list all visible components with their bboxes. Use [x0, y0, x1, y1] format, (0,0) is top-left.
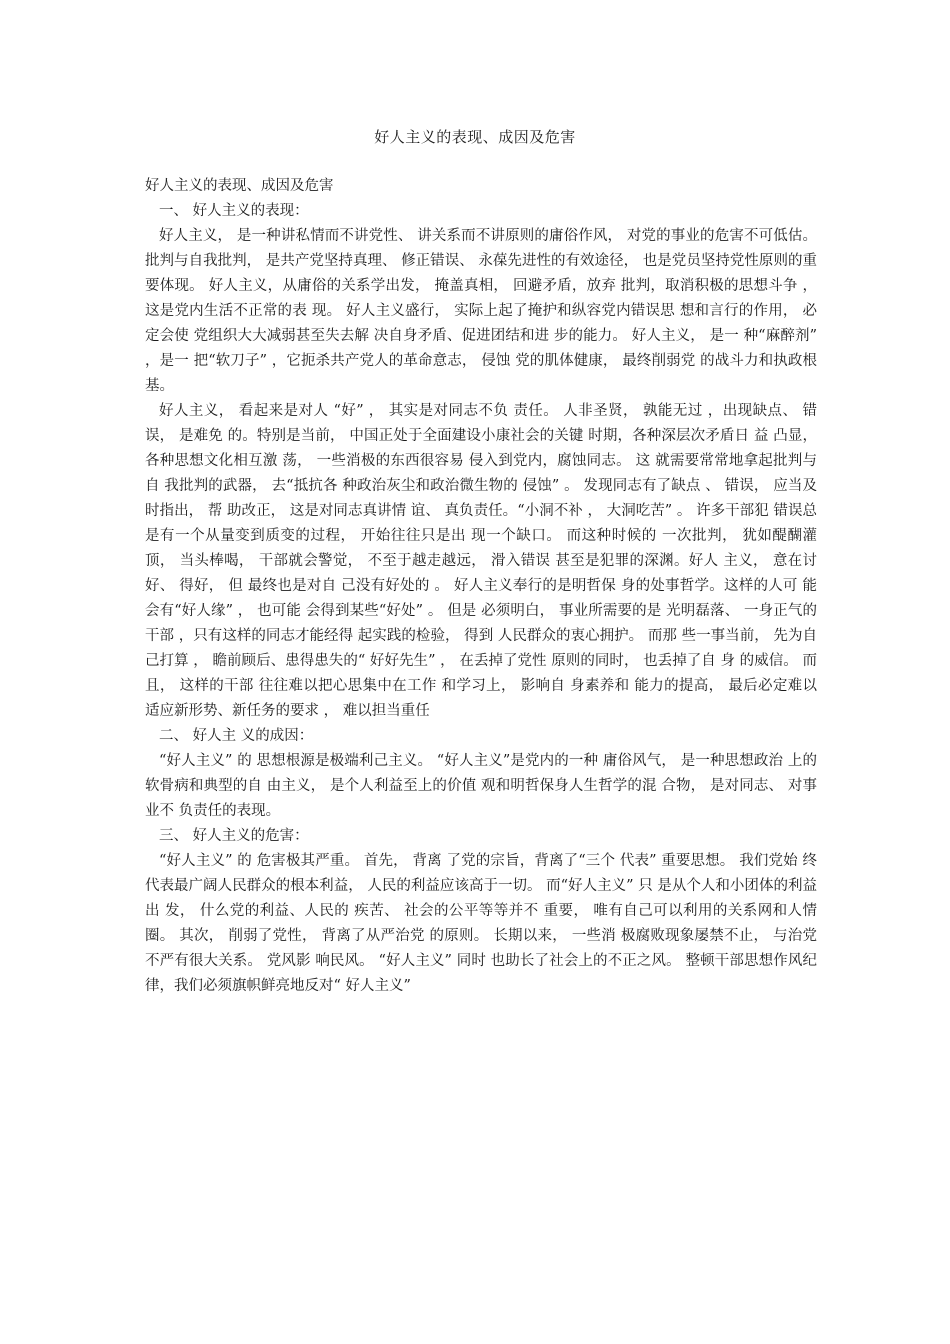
document-body	[145, 174, 817, 999]
paragraph-causes: “好人主义” 的 思想根源是极端利己主义。 “好人主义”是党内的一种 庸俗风气， 是一种思想政治 上的软骨病和典型的自 由主义， 是个人利益至上的价值 观和明哲保身人生哲学的混 合物， 是对同志、 对事业不 负责任的表现。	[145, 753, 817, 819]
section-heading-causes: 二、 好人主 义的成因：	[159, 728, 314, 744]
paragraph-manifestations-2: 好人主义， 看起来是对人 “好” ， 其实是对同志不负 责任。 人非圣贤， 孰能无过 ，出现缺点、 错误， 是难免 的。特别是当前， 中国正处于全面建设小康社会的关键 时期，各种深层次矛盾日 益 凸显， 各种思想文化相互激 荡， 一些消极的东西很容易 侵入到党内，腐蚀同志。 这 就需要常常地拿起批判与自 我批判的武器， 去“抵抗各 种政治灰尘和政治微生物的 侵蚀” 。 发现同志有了缺点 、 错误， 应当及时指出， 帮 助改正， 这是对同志真讲情 谊、 真负责任。“小洞不补 ， 大洞吃苦” 。 许多干部犯 错误总是有一个从量变到质变的过程， 开始往往只是出 现一个缺口。 而这种时候的 一次批判， 犹如醍醐灌顶， 当头棒喝， 干部就会警觉， 不至于越走越远， 滑入错误 甚至是犯罪的深渊。好人 主义， 意在讨好、 得好， 但 最终也是对自 己没有好处的 。 好人主义奉行的是明哲保 身的处事哲学。这样的人可 能会有“好人缘” ， 也可能 会得到某些“好处” 。 但是 必须明白， 事业所需要的是 光明磊落、 一身正气的干部 ，只有这样的同志才能经得 起实践的检验， 得到 人民群众的衷心拥护。 而那 些一事当前， 先为自 己打算 ， 瞻前顾后、患得患失的“ 好好先生” ， 在丢掉了党性 原则的同时， 也丢掉了自 身 的威信。 而且， 这样的干部 往往难以把心思集中在工作 和学习上， 影响自 身素养和 能力的提高， 最后必定难以 适应新形势、新任务的要求 ， 难以担当重任	[145, 403, 817, 719]
section-heading-manifestations: 一、 好人主义的表现：	[159, 203, 309, 219]
paragraph-manifestations-1: 好人主义， 是一种讲私情而不讲党性、 讲关系而不讲原则的庸俗作风， 对党的事业的危害不可低估。 批判与自我批判， 是共产党坚持真理、 修正错误、 永葆先进性的有效途径， 也是党员坚持党性原则的重要体现。 好人主义，从庸俗的关系学出发， 掩盖真相， 回避矛盾，放弃 批判，取消积极的思想斗争 ， 这是党内生活不正常的表 现。 好人主义盛行， 实际上起了掩护和纵容党内错误思 想和言行的作用， 必定会使 党组织大大减弱甚至失去解 决自身矛盾、促进团结和进 步的能力。 好人主义， 是一 种“麻醉剂” ，是一 把“软刀子” ，它扼杀共产党人的革命意志， 侵蚀 党的肌体健康， 最终削弱党 的战斗力和执政根基。	[145, 228, 817, 394]
document-title: 好人主义的表现、成因及危害	[374, 128, 576, 146]
paragraph-harms: “好人主义” 的 危害极其严重。 首先， 背离 了党的宗旨，背离了“三个 代表” 重要思想。 我们党始 终代表最广阔人民群众的根本利益， 人民的利益应该高于一切。 而“好人主义” 只 是从个人和小团体的利益出 发， 什么党的利益、人民的 疾苦、 社会的公平等等并不 重要， 唯有自己可以利用的关系网和人情圈。 其次， 削弱了党性， 背离了从严治党 的原则。 长期以来， 一些消 极腐败现象屡禁不止， 与治党不严有很大关系。 党风影 响民风。 “好人主义” 同时 也助长了社会上的不正之风。 整顿干部思想作风纪律，我们必须旗帜鲜亮地反对“ 好人主义”	[145, 853, 817, 994]
section-heading-harms: 三、 好人主义的危害：	[159, 828, 309, 844]
document-subtitle: 好人主义的表现、成因及危害	[145, 178, 334, 194]
